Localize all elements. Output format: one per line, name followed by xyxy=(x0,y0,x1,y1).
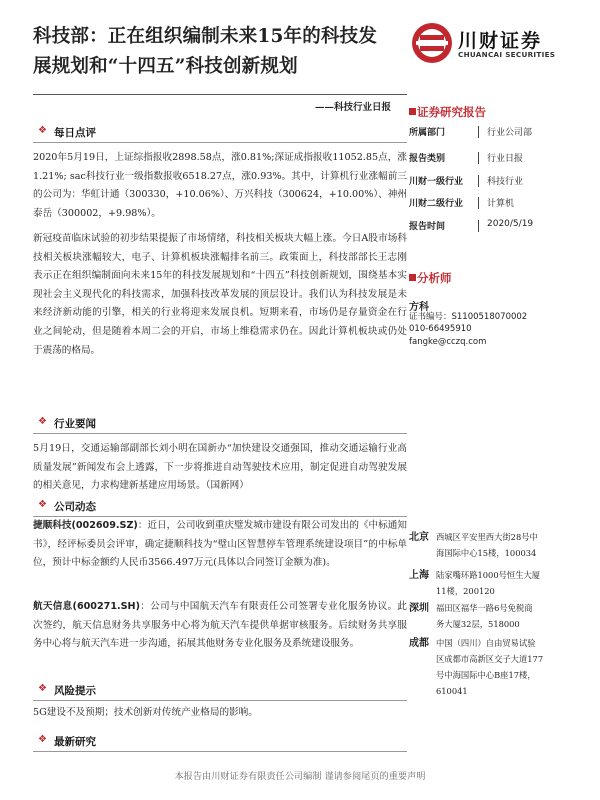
meta-separator xyxy=(478,220,479,232)
meta-label-industry-1: 川财一级行业 xyxy=(409,177,464,187)
analyst-heading: 分析师 xyxy=(417,271,452,285)
section-divider xyxy=(33,433,407,434)
header-divider xyxy=(33,94,407,95)
office-city-chengdu: 成都 xyxy=(409,638,429,649)
bullet-icon: ❖ xyxy=(38,683,47,694)
office-address-chengdu xyxy=(436,635,586,699)
company-item-2 xyxy=(33,598,407,654)
daily-paragraph-1: 2020年5月19日，上证综指报收2898.58点，涨0.81%;深证成指报收11052.85点，涨1.21%; sac科技行业一级指数报收6518.27点，涨0.93%。其中，计算机行业涨幅前三的公司为：华虹计通（300330，+10.06%）、万兴科技（300624，+10.00%）、神州泰岳（300002，+9.98%）。 xyxy=(33,152,407,219)
section-heading-news: 行业要闻 xyxy=(54,418,96,430)
bullet-icon: ❖ xyxy=(38,734,47,745)
address-line: 中国（四川）自由贸易试验 xyxy=(436,638,536,648)
address-line: 西城区平安里西大街28号中 xyxy=(436,532,538,542)
red-square-icon xyxy=(409,274,416,281)
meta-separator xyxy=(478,126,479,138)
logo-chinese-name: 川财证券 xyxy=(458,30,543,52)
analyst-phone: 010-66495910 xyxy=(409,324,472,334)
office-city-shenzhen: 深圳 xyxy=(409,603,429,614)
bullet-icon: ❖ xyxy=(38,499,47,510)
section-heading-risk: 风险提示 xyxy=(54,685,96,697)
report-subtitle: ——科技行业日报 xyxy=(315,102,392,113)
company-text-jieshun: ：近日，公司收到重庆璧发城市建设有限公司发出的《中标通知书》，经评标委员会评审，确定捷顺科技为“璧山区智慧停车管理系统建设项目”的中标单位，预计中标金额约人民币3566.497万元(具体以合同签订金额为准)。 xyxy=(33,520,407,569)
analyst-cert: 证书编号：S1100518070002 xyxy=(409,312,528,322)
bullet-icon: ❖ xyxy=(38,125,47,136)
company-name-aisino: 航天信息(600271.SH) xyxy=(33,601,140,612)
meta-label-date: 报告时间 xyxy=(409,222,446,232)
risk-paragraph: 5G建设不及预期；技术创新对传统产业格局的影响。 xyxy=(33,707,258,718)
address-line: 号中海国际中心B座17楼， xyxy=(436,670,536,680)
address-line: 11楼，200120 xyxy=(436,586,495,596)
meta-label-category: 报告类别 xyxy=(409,154,446,164)
address-line: 务大厦32层，518000 xyxy=(436,619,520,629)
address-line: 陆家嘴环路1000号恒生大厦 xyxy=(436,570,541,580)
meta-label-industry-2: 川财二级行业 xyxy=(409,199,464,209)
office-city-shanghai: 上海 xyxy=(409,570,429,581)
daily-paragraph-2: 新冠疫苗临床试验的初步结果提振了市场情绪，科技相关板块大幅上涨。今日A股市场科技相关板块涨幅较大，电子、计算机板块涨幅排名前三。政策面上，科技部部长王志刚表示正在组织编制面向未来15年的科技发展规划和“十四五”科技创新规划，围绕基本实现社会主义现代化的科技需求，加强科技改革发展的顶层设计。我们认为科技发展是未来经济新动能的引擎，相关的行业将迎来发展良机。短期来看，市场仍是存量资金在行业之间轮动，但是随着本周二会的开启，市场上维稳需求仍在。因此计算机板块或仍处于震荡的格局。 xyxy=(33,233,407,356)
office-address-shanghai xyxy=(436,567,586,599)
meta-value-industry-1: 科技行业 xyxy=(487,177,524,187)
company-item-1 xyxy=(33,517,407,573)
address-line: 海国际中心15楼，100034 xyxy=(436,548,537,558)
meta-value-date: 2020/5/19 xyxy=(487,219,534,229)
address-line: 610041 xyxy=(436,686,468,696)
section-heading-company: 公司动态 xyxy=(54,501,96,513)
report-info-heading: 证券研究报告 xyxy=(417,105,486,119)
section-divider xyxy=(33,700,407,701)
office-address-beijing xyxy=(436,529,586,561)
company-name-jieshun: 捷顺科技(002609.SZ) xyxy=(33,520,138,531)
title-line-1: 科技部：正在组织编制未来15年的科技发 xyxy=(33,26,378,47)
report-title xyxy=(33,22,405,82)
meta-value-industry-2: 计算机 xyxy=(487,199,515,209)
logo-english-name: CHUANCAI SECURITIES xyxy=(458,50,556,59)
office-city-beijing: 北京 xyxy=(409,532,429,543)
page-footer: 本报告由川财证券有限责任公司编制 谨请参阅尾页的重要声明 xyxy=(174,771,426,782)
red-square-icon xyxy=(409,108,416,115)
meta-separator xyxy=(478,175,479,187)
meta-value-department: 行业公司部 xyxy=(487,128,533,138)
section-divider xyxy=(33,142,407,143)
meta-value-category: 行业日报 xyxy=(487,154,524,164)
news-paragraph: 5月19日，交通运输部副部长刘小明在国新办“加快建设交通强国，推动交通运输行业高质量发展”新闻发布会上透露，下一步将推进自动驾驶技术应用，制定促进自动驾驶发展的相关意见，力求构建新基建应用场景。（国新网） xyxy=(33,443,407,492)
section-heading-daily: 每日点评 xyxy=(54,127,96,139)
analyst-name: 方科 xyxy=(409,302,429,313)
address-line: 福田区福华一路6号免税商 xyxy=(436,603,533,613)
address-line: 区成都市高新区交子大道177 xyxy=(436,654,544,664)
company-text-aisino: ：公司与中国航天汽车有限责任公司签署专业化服务协议。此次签约，航天信息财务共享服务中心将为航天汽车提供单据审核服务。后续财务共享服务中心将与航天汽车进一步沟通，拓展其他财务专业化服务及系统建设服务。 xyxy=(33,601,408,650)
meta-label-department: 所属部门 xyxy=(409,128,446,138)
section-heading-latest: 最新研究 xyxy=(54,736,96,748)
analyst-email[interactable]: fangke@cczq.com xyxy=(409,337,487,347)
office-address-shenzhen xyxy=(436,600,586,632)
section-divider xyxy=(33,751,407,752)
bullet-icon: ❖ xyxy=(38,416,47,427)
title-line-2: 展规划和“十四五”科技创新规划 xyxy=(33,56,298,77)
meta-separator xyxy=(478,197,479,209)
meta-separator xyxy=(478,152,479,164)
